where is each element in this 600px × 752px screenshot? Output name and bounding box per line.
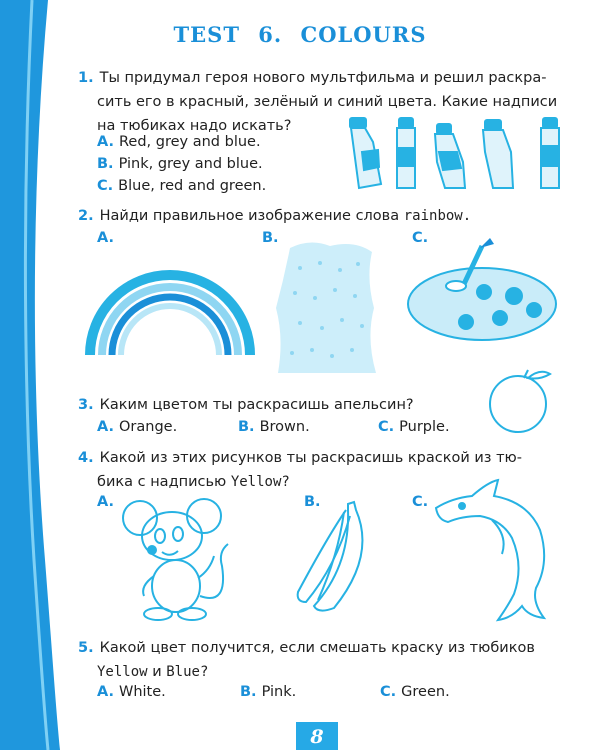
q5-number: 5. <box>78 640 94 656</box>
q4-option-b-label[interactable]: B. <box>304 494 321 510</box>
q3-option-a[interactable]: A. Orange. <box>97 419 178 435</box>
mouse-picture[interactable] <box>118 496 238 626</box>
dolphin-picture[interactable] <box>432 476 562 626</box>
q1-option-b[interactable]: B. Pink, grey and blue. <box>97 156 263 172</box>
q3-number: 3. <box>78 397 94 413</box>
page-title: TEST 6. COLOURS <box>173 22 427 47</box>
paint-tube-2-icon <box>397 118 415 188</box>
question-2 <box>78 204 471 228</box>
q3-option-c[interactable]: C. Purple. <box>378 419 450 435</box>
q1-option-a[interactable]: A. Red, grey and blue. <box>97 134 261 150</box>
q5-and: и <box>152 664 162 680</box>
q1-line-1: Ты придумал героя нового мультфильма и решил раскра- <box>99 70 547 86</box>
q1-line-2: сить его в красный, зелёный и синий цвета. Какие надписи <box>97 94 558 110</box>
q5-word-yellow: Yellow <box>97 664 148 680</box>
q2-option-c-label[interactable]: C. <box>412 230 429 246</box>
q2-text: Найди правильное изображение слова <box>99 208 400 224</box>
q2-word: rainbow. <box>403 208 472 224</box>
q2-option-a-label[interactable]: A. <box>97 230 114 246</box>
q5-line-1: Какой цвет получится, если смешать краску из тюбиков <box>99 640 535 656</box>
paint-tubes-illustration <box>345 112 570 194</box>
question-3 <box>78 393 414 417</box>
bananas-picture[interactable] <box>288 496 388 616</box>
q4-number: 4. <box>78 450 94 466</box>
question-5 <box>78 636 578 684</box>
q5-word-blue: Blue? <box>166 664 209 680</box>
q1-option-c[interactable]: C. Blue, red and green. <box>97 178 267 194</box>
q4-line-2: бика с надписью <box>97 474 227 490</box>
q5-option-b[interactable]: B. Pink. <box>240 684 297 700</box>
q5-option-c[interactable]: C. Green. <box>380 684 450 700</box>
side-band <box>0 0 60 750</box>
orange-picture <box>484 364 556 436</box>
paint-tube-3-icon <box>435 124 465 188</box>
q4-word: Yellow? <box>230 474 290 490</box>
q1-line-3: на тюбиках надо искать? <box>97 118 292 134</box>
q1-number: 1. <box>78 70 94 86</box>
paint-tube-5-icon <box>541 118 559 188</box>
q3-option-b[interactable]: B. Brown. <box>238 419 310 435</box>
paint-palette-picture[interactable] <box>404 234 564 344</box>
paint-tube-1-icon <box>350 118 381 188</box>
q3-text: Каким цветом ты раскрасишь апельсин? <box>99 397 414 413</box>
rain-picture[interactable] <box>270 238 380 378</box>
q4-option-c-label[interactable]: C. <box>412 494 429 510</box>
paint-tube-4-icon <box>483 120 513 188</box>
q4-option-a-label[interactable]: A. <box>97 494 114 510</box>
page-number: 8 <box>296 722 338 750</box>
q4-line-1: Какой из этих рисунков ты раскрасишь краской из тю- <box>99 450 522 466</box>
q5-option-a[interactable]: A. White. <box>97 684 166 700</box>
q2-option-b-label[interactable]: B. <box>262 230 279 246</box>
rainbow-picture[interactable] <box>80 250 260 360</box>
q2-number: 2. <box>78 208 94 224</box>
